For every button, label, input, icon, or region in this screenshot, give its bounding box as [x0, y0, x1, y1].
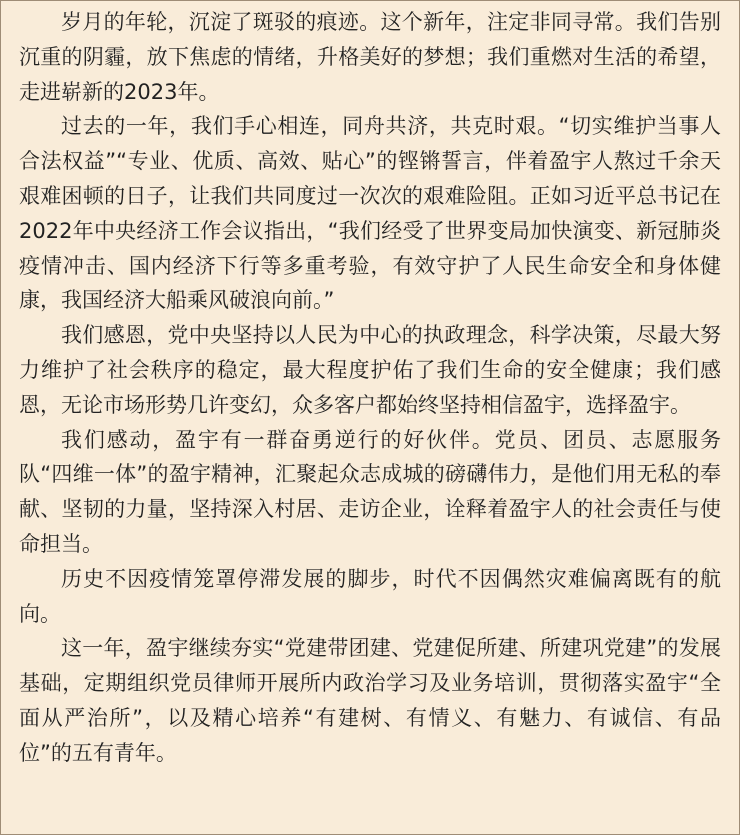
paragraph-3: 我们感恩，党中央坚持以人民为中心的执政理念，科学决策，尽最大努力维护了社会秩序的稳定，最大程度护佑了我们生命的安全健康；我们感恩，无论市场形势几许变幻，众多客户都始终坚持相信盈宇，选择盈宇。 — [19, 323, 721, 417]
paragraph-5: 历史不因疫情笼罩停滞发展的脚步，时代不因偶然灾难偏离既有的航向。 — [19, 566, 721, 626]
paragraph-1: 岁月的年轮，沉淀了斑驳的痕迹。这个新年，注定非同寻常。我们告别沉重的阴霾，放下焦虑的情绪，升格美好的梦想；我们重燃对生活的希望，走进崭新的2023年。 — [19, 10, 721, 104]
paragraph-6: 这一年，盈宇继续夯实“党建带团建、党建促所建、所建巩党建”的发展基础，定期组织党员律师开展所内政治学习及业务培训，贯彻落实盈宇“全面从严治所”，以及精心培养“有建树、有情义、有魅力、有诚信、有品位”的五有青年。 — [19, 636, 721, 765]
paragraph-2: 过去的一年，我们手心相连，同舟共济，共克时艰。“切实维护当事人合法权益”“专业、优质、高效、贴心”的铿锵誓言，伴着盈宇人熬过千余天艰难困顿的日子，让我们共同度过一次次的艰难险阻。正如习近平总书记在2022年中央经济工作会议指出，“我们经受了世界变局加快演变、新冠肺炎疫情冲击、国内经济下行等多重考验，有效守护了人民生命安全和身体健康，我国经济大船乘风破浪向前。” — [19, 114, 721, 313]
paragraph-4: 我们感动，盈宇有一群奋勇逆行的好伙伴。党员、团员、志愿服务队“四维一体”的盈宇精神，汇聚起众志成城的磅礴伟力，是他们用无私的奉献、坚韧的力量，坚持深入村居、走访企业，诠释着盈宇人的社会责任与使命担当。 — [19, 427, 721, 556]
